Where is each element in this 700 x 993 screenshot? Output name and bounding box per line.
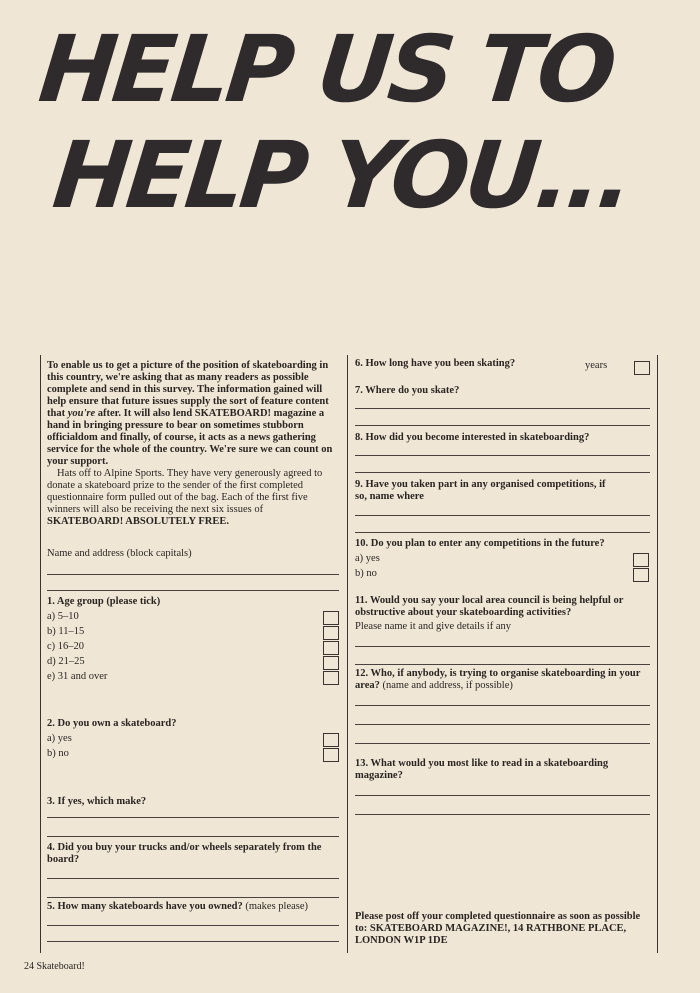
q6-title: 6. How long have you been skating? bbox=[355, 358, 516, 369]
q6-years-box[interactable] bbox=[634, 361, 650, 375]
q12-title-row bbox=[355, 668, 650, 692]
question-10 bbox=[355, 538, 650, 582]
q13-line-1[interactable] bbox=[355, 794, 650, 796]
q12-line-2[interactable] bbox=[355, 723, 650, 725]
name-address-section bbox=[47, 548, 339, 591]
question-1 bbox=[47, 596, 339, 685]
q11-title: 11. Would you say your local area council is being helpful or obstructive about your skateboarding activities? bbox=[355, 595, 624, 618]
question-3 bbox=[47, 796, 339, 837]
q2-title: 2. Do you own a skateboard? bbox=[47, 718, 177, 729]
question-12 bbox=[355, 668, 650, 744]
q7-title: 7. Where do you skate? bbox=[355, 385, 460, 396]
question-7 bbox=[355, 385, 650, 426]
q1-tickbox-b[interactable] bbox=[323, 626, 339, 640]
q3-line-2[interactable] bbox=[47, 835, 339, 837]
q11-line-1[interactable] bbox=[355, 645, 650, 647]
question-4 bbox=[47, 842, 339, 898]
name-address-line-1[interactable] bbox=[47, 573, 339, 575]
left-column bbox=[47, 360, 339, 912]
q2-tickbox-a[interactable] bbox=[323, 733, 339, 747]
intro-paragraph-1 bbox=[47, 360, 339, 468]
question-11 bbox=[355, 595, 650, 665]
intro-p2-start: Hats off to Alpine Sports. They have very generously agreed to donate a skateboard prize to the sender of the first completed questionnaire form pulled out of the bag. Each of the first five winners will also be receiving the next six issues of bbox=[47, 468, 323, 515]
q2-tickbox-b[interactable] bbox=[323, 748, 339, 762]
q10-tickbox-b[interactable] bbox=[633, 568, 649, 582]
q12-title: 12. Who, if anybody, is trying to organise skateboarding in your area? bbox=[355, 668, 641, 691]
closing-note bbox=[355, 911, 645, 947]
q1-title: 1. Age group (please tick) bbox=[47, 596, 161, 607]
q1-tickbox-d[interactable] bbox=[323, 656, 339, 670]
q2-option-b: b) no bbox=[47, 747, 339, 762]
page-footer: 24 Skateboard! bbox=[24, 961, 85, 972]
intro-paragraph-2 bbox=[47, 468, 339, 528]
center-column-rule bbox=[347, 355, 348, 953]
q11-subtitle: Please name it and give details if any bbox=[355, 621, 511, 632]
q5-title: 5. How many skateboards have you owned? bbox=[47, 901, 243, 912]
q2-option-a: a) yes bbox=[47, 732, 339, 747]
headline bbox=[34, 16, 670, 229]
q13-line-2[interactable] bbox=[355, 813, 650, 815]
question-8 bbox=[355, 432, 650, 473]
q1-option-b: b) 11–15 bbox=[47, 625, 339, 640]
q5-title-row bbox=[47, 901, 339, 913]
q9-line-1[interactable] bbox=[355, 514, 650, 516]
q10-option-b: b) no bbox=[355, 567, 650, 582]
question-6 bbox=[355, 358, 650, 370]
q7-line-1[interactable] bbox=[355, 407, 650, 409]
q5-line-2[interactable] bbox=[47, 940, 339, 942]
q8-line-2[interactable] bbox=[355, 471, 650, 473]
q5-suffix: (makes please) bbox=[242, 901, 309, 912]
name-address-label: Name and address (block capitals) bbox=[47, 548, 192, 559]
q8-title: 8. How did you become interested in skateboarding? bbox=[355, 432, 590, 443]
intro-text bbox=[47, 360, 339, 528]
q4-line-1[interactable] bbox=[47, 877, 339, 879]
q3-line-1[interactable] bbox=[47, 816, 339, 818]
q10-title: 10. Do you plan to enter any competitions in the future? bbox=[355, 538, 605, 549]
q11-line-2[interactable] bbox=[355, 663, 650, 665]
question-13 bbox=[355, 758, 650, 815]
headline-line-2: HELP YOU... bbox=[48, 122, 635, 229]
q4-title: 4. Did you buy your trucks and/or wheels separately from the board? bbox=[47, 842, 322, 865]
q9-line-2[interactable] bbox=[355, 531, 650, 533]
q12-line-3[interactable] bbox=[355, 742, 650, 744]
q3-title: 3. If yes, which make? bbox=[47, 796, 147, 807]
q10-tickbox-a[interactable] bbox=[633, 553, 649, 567]
q8-line-1[interactable] bbox=[355, 454, 650, 456]
closing-address: SKATEBOARD MAGAZINE!, 14 RATHBONE PLACE, LONDON W1P 1DE bbox=[355, 923, 627, 946]
q4-line-2[interactable] bbox=[47, 896, 339, 898]
question-5 bbox=[47, 901, 339, 942]
question-9 bbox=[355, 479, 620, 533]
intro-p2-free: SKATEBOARD! ABSOLUTELY FREE. bbox=[47, 516, 229, 527]
q1-option-a: a) 5–10 bbox=[47, 610, 339, 625]
q5-line-1[interactable] bbox=[47, 924, 339, 926]
q1-option-e: e) 31 and over bbox=[47, 670, 339, 685]
closing-text: Please post off your completed questionnaire as soon as possible to: bbox=[355, 911, 641, 934]
q10-option-a: a) yes bbox=[355, 552, 650, 567]
question-2 bbox=[47, 718, 339, 762]
headline-line-1: HELP US TO bbox=[34, 16, 618, 123]
intro-p1-start: To enable us to get a picture of the position of skateboarding in this country, we're asking that as many readers as possible complete and send in this survey. The information gained will help ensure that future issues supply the sort of feature content that bbox=[47, 360, 329, 419]
intro-p1-magazine: SKATEBOARD! bbox=[194, 408, 272, 419]
intro-p1-middle: after. It will also lend bbox=[95, 408, 195, 419]
q12-line-1[interactable] bbox=[355, 704, 650, 706]
name-address-line-2[interactable] bbox=[47, 589, 339, 591]
q1-tickbox-c[interactable] bbox=[323, 641, 339, 655]
q1-option-c: c) 16–20 bbox=[47, 640, 339, 655]
left-column-rule bbox=[40, 355, 41, 953]
q1-option-d: d) 21–25 bbox=[47, 655, 339, 670]
q12-suffix: (name and address, if possible) bbox=[379, 680, 513, 691]
intro-p1-end: magazine a hand in bringing pressure to bear on sometimes stubborn officialdom and finally, of course, it acts as a news gathering service for the whole of the country. We're sure we can count on your support. bbox=[47, 408, 333, 467]
intro-p1-emphasis: you're bbox=[67, 408, 96, 419]
right-column-rule bbox=[657, 355, 658, 953]
q7-line-2[interactable] bbox=[355, 424, 650, 426]
q6-unit: years bbox=[585, 360, 608, 371]
q1-tickbox-a[interactable] bbox=[323, 611, 339, 625]
q9-title: 9. Have you taken part in any organised competitions, if so, name where bbox=[355, 479, 606, 502]
q13-title: 13. What would you most like to read in a skateboarding magazine? bbox=[355, 758, 609, 781]
q1-tickbox-e[interactable] bbox=[323, 671, 339, 685]
